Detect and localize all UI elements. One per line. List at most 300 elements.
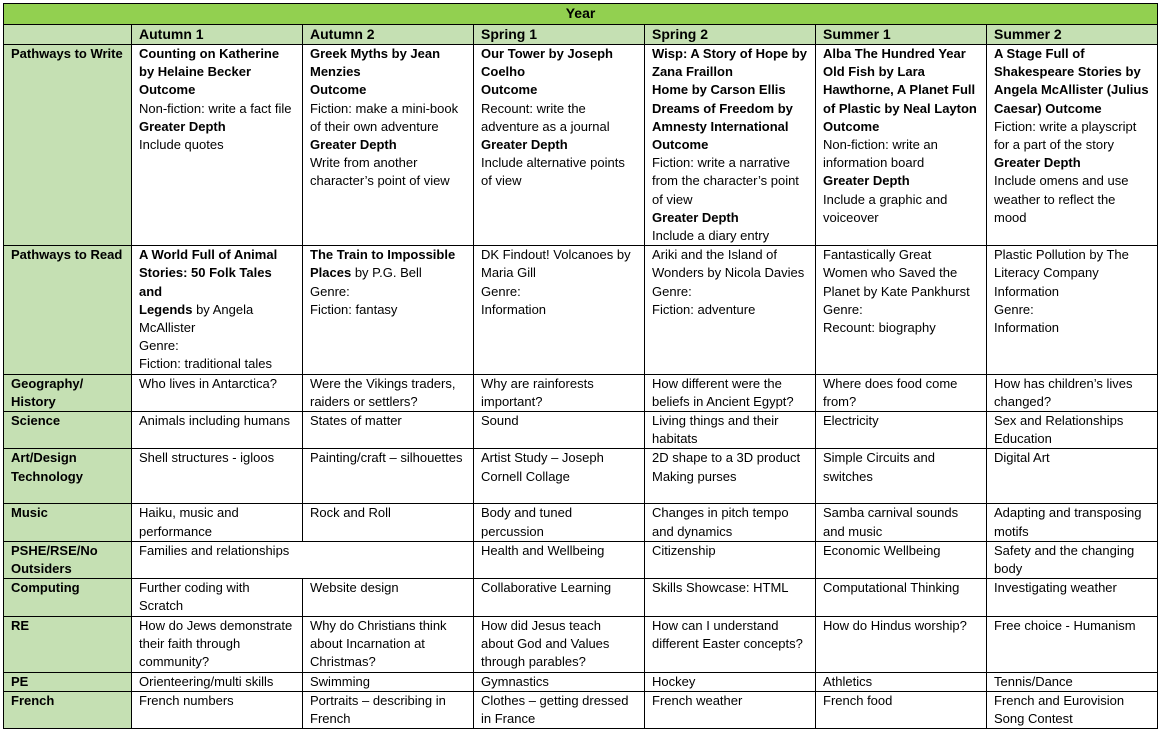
cell-text: Safety and the changing body [994,542,1135,577]
cell-text: Website design [310,580,399,596]
table-cell [816,246,987,374]
cell-text: Sound [481,413,519,429]
cell-line [139,449,295,467]
cell-line [310,100,466,136]
table-cell [474,412,645,449]
cell-text: Where does food come from? [823,375,958,409]
table-row [4,579,1158,616]
cell-text: Home by Carson Ellis [652,82,786,98]
cell-text: Non-fiction: write an information board [823,137,938,171]
table-cell [987,246,1158,374]
table-cell [132,246,303,374]
cell-line [310,449,466,467]
cell-line [823,319,979,337]
cell-text: Why are rainforests important? [481,375,594,409]
subject-label: Pathways to Write [4,45,132,246]
cell-line [139,412,295,430]
table-cell [303,504,474,541]
cell-text: Genre: [652,283,692,299]
cell-line [481,412,637,430]
table-row [4,412,1158,449]
table-cell [816,541,987,578]
table-cell [132,449,303,504]
cell-text: How did Jesus teach about God and Values through parables? [481,617,610,670]
table-cell [816,504,987,541]
table-cell [816,45,987,246]
cell-line [994,617,1150,635]
table-cell [645,672,816,691]
cell-line [823,45,979,118]
cell-line [994,172,1150,227]
cell-text: How do Jews demonstrate their faith through community? [139,617,293,670]
cell-text: Information [481,301,547,317]
table-cell [645,579,816,616]
cell-line [823,542,979,560]
cell-line [652,283,808,301]
cell-text: Animals including humans [139,413,291,429]
cell-line [652,154,808,209]
cell-text: French numbers [139,692,234,708]
cell-line [481,136,637,154]
table-cell [645,691,816,728]
cell-line [310,45,466,81]
table-row [4,449,1158,504]
cell-line [652,504,808,540]
cell-text: Fantastically Great Women who Saved the Planet by Kate Pankhurst [823,247,970,299]
subject-label: Music [4,504,132,541]
table-cell [987,541,1158,578]
cell-text: Tennis/Dance [994,673,1073,689]
cell-line [139,542,466,560]
term-header-row [4,25,1158,45]
cell-text: Genre: [994,301,1034,317]
cell-line [139,673,295,691]
cell-line [139,375,295,393]
table-row [4,504,1158,541]
cell-line [139,45,295,81]
cell-text: Hockey [652,673,696,689]
cell-text: Greek Myths by Jean Menzies [310,46,441,80]
cell-line [481,617,637,672]
cell-text: Fiction: adventure [652,301,756,317]
cell-line [994,118,1150,154]
cell-line [994,692,1150,728]
cell-line [310,81,466,99]
cell-text: Write from another character’s point of view [310,155,450,189]
cell-line [481,100,637,136]
cell-text: Fiction: write a narrative from the character’s point of view [652,155,799,207]
cell-line [310,617,466,672]
cell-text: Were the Vikings traders, raiders or settlers? [310,375,456,409]
cell-line [139,136,295,154]
table-cell [645,541,816,578]
cell-text: How can I understand different Easter concepts? [652,617,803,651]
subject-label: Art/Design Technology [4,449,132,504]
cell-line [994,579,1150,597]
cell-text: Outcome [310,82,367,98]
cell-text: Greater Depth [481,137,568,153]
cell-text: Greater Depth [652,209,739,225]
table-row [4,691,1158,728]
cell-text: French and Eurovision Song Contest [994,692,1125,727]
cell-line [823,118,979,136]
table-cell [474,449,645,504]
cell-text: Include omens and use weather to reflect the mood [994,173,1129,225]
table-cell [816,449,987,504]
cell-line [481,45,637,81]
table-cell [132,45,303,246]
table-row [4,374,1158,411]
cell-text: Portraits – describing in French [310,692,446,727]
curriculum-table [3,3,1158,729]
table-cell [132,616,303,672]
table-row [4,246,1158,374]
cell-line [994,283,1150,301]
table-cell [474,579,645,616]
cell-line [994,673,1150,691]
cell-text: Further coding with Scratch [139,580,250,614]
cell-text: Living things and their habitats [652,413,779,447]
cell-line [994,301,1150,319]
cell-text: Include a graphic and voiceover [823,191,948,225]
cell-line [652,209,808,227]
cell-line [994,542,1150,578]
cell-line [139,355,295,373]
cell-line [652,468,808,486]
cell-line [310,154,466,190]
subject-label: Science [4,412,132,449]
table-cell [303,374,474,411]
cell-line [994,45,1150,118]
cell-line [652,227,808,245]
table-cell [816,579,987,616]
cell-text: Changes in pitch tempo and dynamics [652,505,789,539]
table-cell [474,691,645,728]
table-cell [303,691,474,728]
cell-text: Haiku, music and performance [139,505,239,539]
cell-text: Health and Wellbeing [481,542,605,558]
cell-text: Electricity [823,413,879,429]
cell-text: Clothes – getting dressed in France [481,692,629,727]
cell-text: Sex and Relationships Education [994,413,1124,447]
table-cell [303,616,474,672]
table-cell [474,616,645,672]
cell-line [823,617,979,635]
table-row [4,45,1158,246]
table-cell [474,45,645,246]
table-cell [987,672,1158,691]
cell-text: Information [994,320,1060,336]
table-cell [645,412,816,449]
cell-text: Rock and Roll [310,505,391,521]
table-row [4,672,1158,691]
cell-text: Simple Circuits and switches [823,450,935,484]
table-cell [474,246,645,374]
cell-line [652,246,808,282]
cell-line [994,246,1150,282]
table-cell [474,504,645,541]
cell-text: French weather [652,692,743,708]
table-cell [303,579,474,616]
cell-line [652,375,808,411]
table-cell [132,412,303,449]
table-body [4,45,1158,729]
table-cell [645,449,816,504]
cell-line [139,301,295,337]
cell-line [310,301,466,319]
cell-line [481,673,637,691]
cell-text: Skills Showcase: HTML [652,580,789,596]
cell-text: Greater Depth [994,155,1081,171]
year-title: Year [4,4,1158,25]
table-cell [987,691,1158,728]
cell-text: 2D shape to a 3D product [652,450,801,466]
table-cell [645,374,816,411]
table-cell [816,616,987,672]
cell-text: Why do Christians think about Incarnation at Christmas? [310,617,447,670]
cell-line [139,246,295,301]
cell-text: The Train to Impossible Places [310,247,456,281]
cell-text: Gymnastics [481,673,549,689]
table-cell [132,672,303,691]
cell-line [652,673,808,691]
cell-text: Swimming [310,673,370,689]
table-cell [303,45,474,246]
cell-text: Digital Art [994,450,1050,466]
cell-line [823,692,979,710]
cell-line [994,154,1150,172]
cell-line [823,301,979,319]
cell-text: Families and relationships [139,542,290,558]
cell-line [652,81,808,99]
cell-text: Include alternative points of view [481,155,625,189]
cell-text: Legends [139,301,193,317]
cell-text: Ariki and the Island of Wonders by Nicola Davies [652,247,805,281]
table-cell [987,412,1158,449]
subject-label: PE [4,672,132,691]
table-cell [987,579,1158,616]
cell-line [310,136,466,154]
cell-text: Fiction: fantasy [310,301,398,317]
cell-line [481,246,637,264]
cell-text: A World Full of Animal Stories: 50 Folk Tales and [139,247,278,299]
cell-line [994,412,1150,448]
cell-line [652,45,808,81]
table-cell [132,691,303,728]
cell-text-rest: by Angela McAllister [139,301,254,336]
cell-text: Shell structures - igloos [139,450,275,466]
year-row [4,4,1158,25]
cell-text: Greater Depth [139,118,226,134]
table-cell [303,412,474,449]
cell-line [310,673,466,691]
cell-text: Body and tuned percussion [481,505,573,539]
cell-line [481,579,637,597]
table-cell [303,449,474,504]
cell-text: Information [994,283,1060,299]
cell-text: Outcome [652,137,709,153]
cell-text: French food [823,692,893,708]
table-cell [987,45,1158,246]
cell-line [139,100,295,118]
cell-text: Recount: biography [823,320,936,336]
cell-text: Fiction: traditional tales [139,356,272,372]
cell-line [652,412,808,448]
subject-label: French [4,691,132,728]
cell-line [994,449,1150,467]
cell-text: Orienteering/multi skills [139,673,274,689]
cell-text: Non-fiction: write a fact file [139,100,292,116]
cell-line [481,449,637,485]
term-header: Spring 2 [645,25,816,45]
cell-text: Maria Gill [481,265,536,281]
term-header: Autumn 2 [303,25,474,45]
cell-line [652,100,808,136]
cell-text-rest: by P.G. Bell [351,265,422,281]
term-header: Summer 2 [987,25,1158,45]
cell-text: Collaborative Learning [481,580,612,596]
corner-cell [4,25,132,45]
cell-text: Who lives in Antarctica? [139,375,278,391]
subject-label: Pathways to Read [4,246,132,374]
cell-line [481,264,637,282]
cell-text: Our Tower by Joseph Coelho [481,46,613,80]
cell-line [310,504,466,522]
cell-line [481,301,637,319]
cell-line [652,617,808,653]
cell-line [139,337,295,355]
cell-text: How do Hindus worship? [823,617,967,633]
cell-line [310,283,466,301]
table-cell [987,374,1158,411]
term-header: Autumn 1 [132,25,303,45]
cell-line [310,375,466,411]
cell-text: Plastic Pollution by The Literacy Company [994,247,1129,281]
cell-text: Include a diary entry [652,228,770,244]
cell-text: Outcome [139,82,196,98]
cell-line [481,283,637,301]
cell-line [139,617,295,672]
cell-line [823,191,979,227]
cell-text: Citizenship [652,542,716,558]
cell-line [310,692,466,728]
cell-text: Adapting and transposing motifs [994,505,1142,539]
cell-text: States of matter [310,413,402,429]
table-cell [645,504,816,541]
cell-line [481,154,637,190]
cell-text: Wisp: A Story of Hope by Zana Fraillon [652,46,807,80]
cell-line [652,542,808,560]
cell-line [481,542,637,560]
table-cell [816,412,987,449]
cell-line [652,449,808,467]
table-cell [816,374,987,411]
cell-line [823,504,979,540]
table-cell [645,45,816,246]
table-cell [987,449,1158,504]
cell-line [139,81,295,99]
cell-line [823,412,979,430]
cell-text: Computational Thinking [823,580,960,596]
cell-line [139,504,295,540]
cell-text: Artist Study – Joseph Cornell Collage [481,450,604,484]
table-cell [132,541,474,578]
cell-line [481,375,637,411]
term-header: Spring 1 [474,25,645,45]
table-row [4,541,1158,578]
cell-text: Outcome [481,82,538,98]
cell-text: Recount: write the adventure as a journal [481,100,610,134]
cell-text: Free choice - Humanism [994,617,1136,633]
table-cell [474,541,645,578]
cell-text: Genre: [481,283,521,299]
cell-line [139,118,295,136]
cell-line [310,246,466,282]
table-cell [474,672,645,691]
cell-line [310,579,466,597]
cell-text: Greater Depth [823,173,910,189]
cell-text: Include quotes [139,137,224,153]
cell-text: Economic Wellbeing [823,542,941,558]
cell-line [823,375,979,411]
cell-text: How has children’s lives changed? [994,375,1133,409]
cell-line [652,692,808,710]
cell-text: Greater Depth [310,137,397,153]
cell-text: Fiction: write a playscript for a part of the story [994,118,1137,153]
subject-label: Geography/ History [4,374,132,411]
cell-text: A Stage Full of Shakespeare Stories by Angela McAllister (Julius Caesar) Outcome [994,46,1149,116]
table-cell [303,246,474,374]
cell-line [139,579,295,615]
cell-text: Alba The Hundred Year Old Fish by Lara Hawthorne, A Planet Full of Plastic by Neal Layton [823,46,977,116]
cell-line [652,301,808,319]
table-cell [645,246,816,374]
cell-line [994,375,1150,411]
cell-text: Investigating weather [994,580,1117,596]
cell-text: DK Findout! Volcanoes by [481,247,631,263]
table-row [4,616,1158,672]
cell-line [823,579,979,597]
cell-line [652,579,808,597]
cell-text: How different were the beliefs in Ancient Egypt? [652,375,794,409]
cell-line [139,692,295,710]
table-cell [132,374,303,411]
subject-label: PSHE/RSE/No Outsiders [4,541,132,578]
table-cell [132,504,303,541]
subject-label: Computing [4,579,132,616]
cell-line [652,136,808,154]
table-cell [987,504,1158,541]
term-header: Summer 1 [816,25,987,45]
cell-line [823,246,979,301]
table-cell [132,579,303,616]
cell-line [823,673,979,691]
table-cell [987,616,1158,672]
cell-line [994,319,1150,337]
cell-text: Painting/craft – silhouettes [310,450,463,466]
cell-text: Counting on Katherine by Helaine Becker [139,46,280,80]
cell-text: Outcome [823,118,880,134]
cell-text: Fiction: make a mini-book of their own adventure [310,100,459,134]
cell-text: Making purses [652,468,737,484]
cell-text: Athletics [823,673,873,689]
subject-label: RE [4,616,132,672]
table-cell [816,672,987,691]
cell-line [823,172,979,190]
cell-text: Samba carnival sounds and music [823,505,959,539]
cell-line [994,504,1150,540]
table-cell [474,374,645,411]
